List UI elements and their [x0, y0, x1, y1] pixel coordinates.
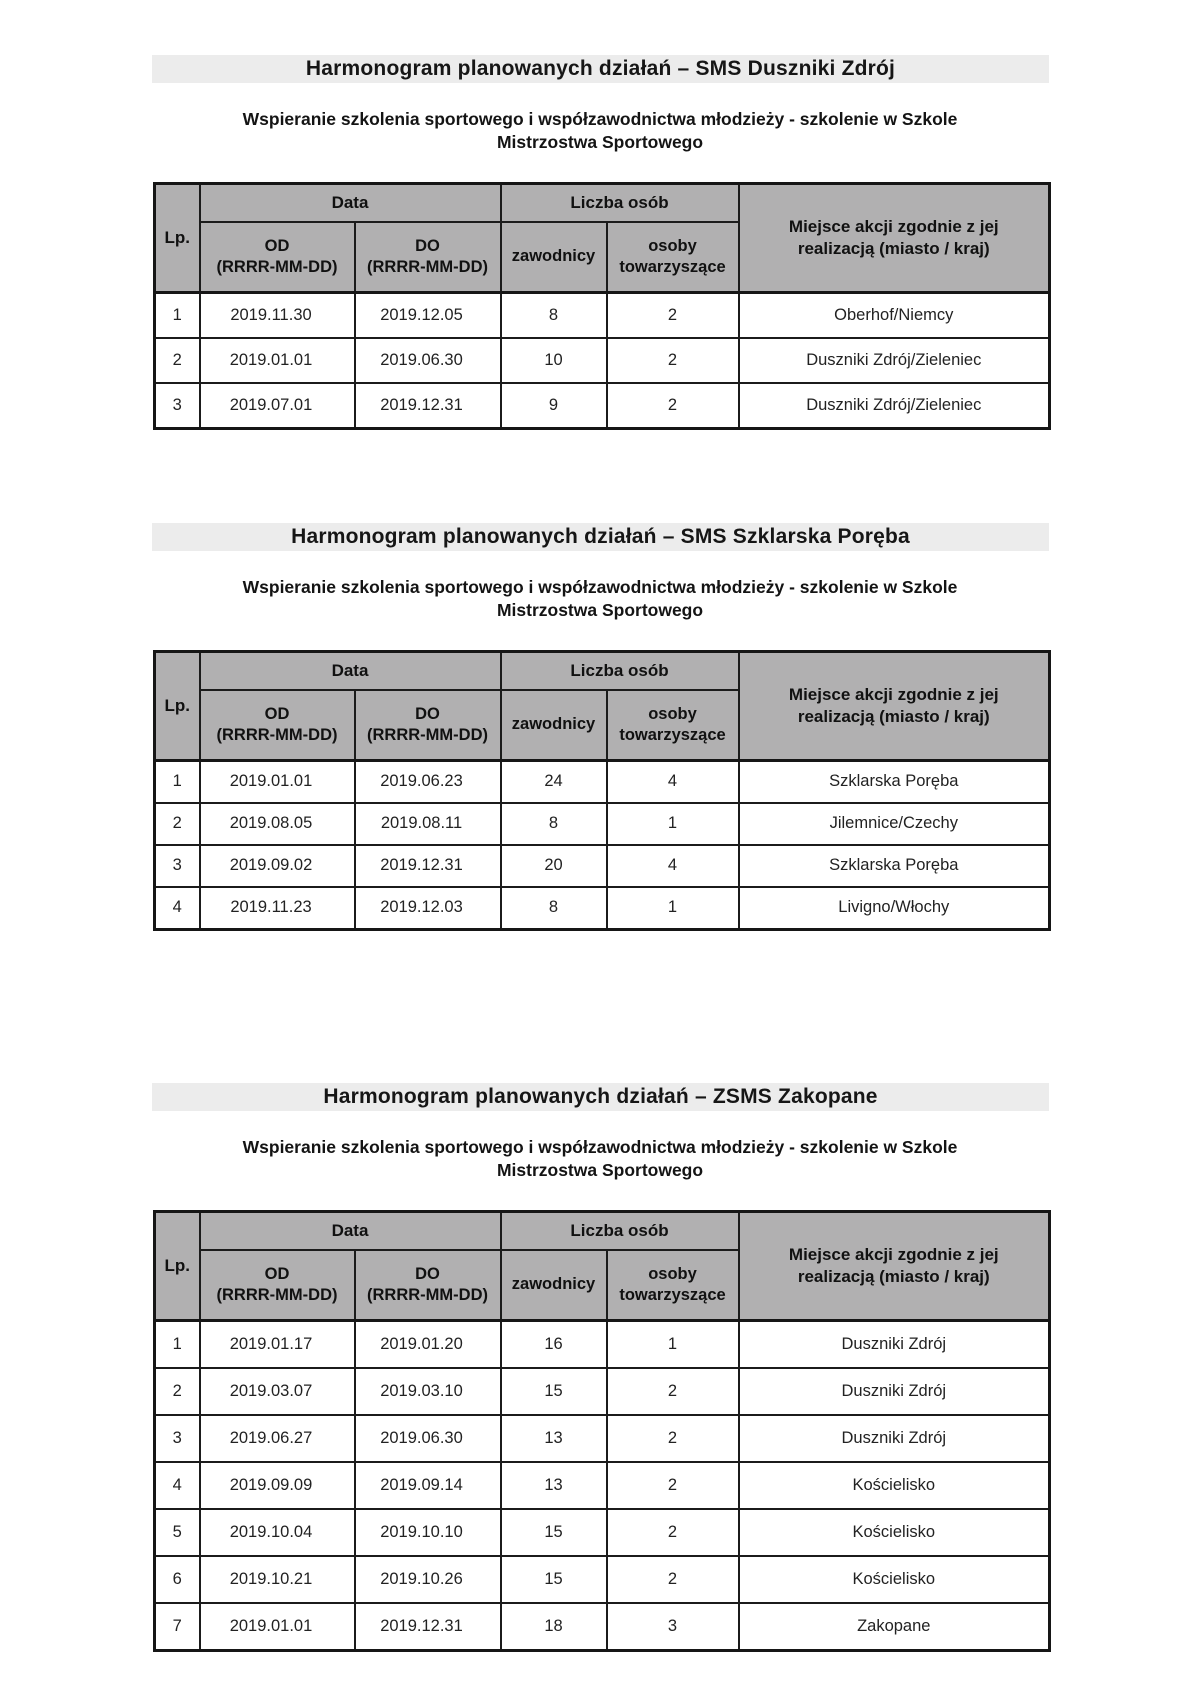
section-title: Harmonogram planowanych działań – ZSMS Zakopane	[152, 1083, 1049, 1111]
header-od	[200, 222, 355, 293]
header-osoby-line2: towarzyszące	[619, 725, 726, 744]
header-liczba-group: Liczba osób	[501, 1211, 739, 1250]
date-to-cell: 2019.06.30	[355, 338, 501, 383]
row-number-cell: 5	[155, 1509, 200, 1556]
header-osoby-line2: towarzyszące	[619, 1285, 726, 1304]
accompanying-cell: 2	[607, 292, 739, 338]
header-od-label: OD	[264, 236, 290, 255]
table-row	[155, 1415, 1050, 1462]
subtitle-line2: Mistrzostwa Sportowego	[496, 132, 704, 153]
section-title: Harmonogram planowanych działań – SMS Duszniki Zdrój	[152, 55, 1049, 83]
date-to-cell: 2019.12.05	[355, 292, 501, 338]
table-row	[155, 292, 1050, 338]
competitors-cell: 8	[501, 887, 607, 930]
schedule-table	[153, 182, 1051, 430]
table-header	[155, 651, 1050, 760]
header-do-format: (RRRR-MM-DD)	[367, 725, 488, 744]
schedule-table	[153, 1210, 1051, 1652]
table-row	[155, 1320, 1050, 1368]
date-from-cell: 2019.06.27	[200, 1415, 355, 1462]
header-liczba-group: Liczba osób	[501, 651, 739, 690]
header-do	[355, 1250, 501, 1321]
date-from-cell: 2019.01.01	[200, 1603, 355, 1651]
header-od-label: OD	[264, 1264, 290, 1283]
location-cell: Duszniki Zdrój/Zieleniec	[739, 338, 1050, 383]
date-to-cell: 2019.06.23	[355, 760, 501, 803]
date-from-cell: 2019.09.09	[200, 1462, 355, 1509]
row-number-cell: 4	[155, 1462, 200, 1509]
row-number-cell: 6	[155, 1556, 200, 1603]
competitors-cell: 18	[501, 1603, 607, 1651]
competitors-cell: 9	[501, 383, 607, 429]
table-row	[155, 760, 1050, 803]
header-group-row	[155, 651, 1050, 690]
header-miejsce: Miejsce akcji zgodnie z jej realizacją (miasto / kraj)	[739, 183, 1050, 292]
competitors-cell: 20	[501, 845, 607, 887]
header-zawodnicy: zawodnicy	[501, 1250, 607, 1321]
accompanying-cell: 2	[607, 338, 739, 383]
header-group-row	[155, 1211, 1050, 1250]
row-number-cell: 1	[155, 1320, 200, 1368]
header-liczba-group: Liczba osób	[501, 183, 739, 222]
location-cell: Jilemnice/Czechy	[739, 803, 1050, 845]
date-from-cell: 2019.09.02	[200, 845, 355, 887]
location-cell: Duszniki Zdrój	[739, 1368, 1050, 1415]
competitors-cell: 16	[501, 1320, 607, 1368]
competitors-cell: 8	[501, 292, 607, 338]
competitors-cell: 13	[501, 1415, 607, 1462]
header-miejsce: Miejsce akcji zgodnie z jej realizacją (miasto / kraj)	[739, 1211, 1050, 1320]
header-do-format: (RRRR-MM-DD)	[367, 1285, 488, 1304]
location-cell: Szklarska Poręba	[739, 760, 1050, 803]
row-number-cell: 3	[155, 845, 200, 887]
date-from-cell: 2019.10.04	[200, 1509, 355, 1556]
date-from-cell: 2019.01.01	[200, 760, 355, 803]
table-row	[155, 803, 1050, 845]
header-do-label: DO	[415, 704, 440, 723]
row-number-cell: 3	[155, 383, 200, 429]
accompanying-cell: 2	[607, 1462, 739, 1509]
date-from-cell: 2019.03.07	[200, 1368, 355, 1415]
subtitle-line1: Wspieranie szkolenia sportowego i współzawodnictwa młodzieży - szkolenie w Szkole	[242, 576, 958, 597]
competitors-cell: 24	[501, 760, 607, 803]
header-do	[355, 222, 501, 293]
competitors-cell: 15	[501, 1368, 607, 1415]
section-subtitle	[150, 1136, 1050, 1183]
row-number-cell: 2	[155, 338, 200, 383]
section-subtitle	[150, 108, 1050, 155]
table-body	[155, 760, 1050, 929]
accompanying-cell: 2	[607, 1556, 739, 1603]
header-osoby-line1: osoby	[648, 236, 697, 255]
header-group-row	[155, 183, 1050, 222]
table-header	[155, 183, 1050, 292]
header-do-label: DO	[415, 1264, 440, 1283]
accompanying-cell: 3	[607, 1603, 739, 1651]
accompanying-cell: 2	[607, 383, 739, 429]
header-osoby-line1: osoby	[648, 1264, 697, 1283]
row-number-cell: 1	[155, 760, 200, 803]
location-cell: Livigno/Włochy	[739, 887, 1050, 930]
header-od-format: (RRRR-MM-DD)	[216, 257, 338, 276]
date-to-cell: 2019.08.11	[355, 803, 501, 845]
header-osoby	[607, 1250, 739, 1321]
header-data-group: Data	[200, 1211, 501, 1250]
date-to-cell: 2019.12.03	[355, 887, 501, 930]
row-number-cell: 4	[155, 887, 200, 930]
row-number-cell: 7	[155, 1603, 200, 1651]
header-osoby-line2: towarzyszące	[619, 257, 726, 276]
section-zsms-zakopane	[0, 931, 1200, 1652]
location-cell: Zakopane	[739, 1603, 1050, 1651]
table-row	[155, 845, 1050, 887]
row-number-cell: 2	[155, 1368, 200, 1415]
date-from-cell: 2019.01.01	[200, 338, 355, 383]
section-sms-duszniki-zdroj	[0, 0, 1200, 430]
subtitle-line2: Mistrzostwa Sportowego	[496, 1160, 704, 1181]
location-cell: Kościelisko	[739, 1462, 1050, 1509]
header-do-label: DO	[415, 236, 440, 255]
table-body	[155, 292, 1050, 428]
section-sms-szklarska-poreba	[0, 430, 1200, 931]
header-do-format: (RRRR-MM-DD)	[367, 257, 488, 276]
table-row	[155, 383, 1050, 429]
date-to-cell: 2019.10.26	[355, 1556, 501, 1603]
subtitle-line1: Wspieranie szkolenia sportowego i współzawodnictwa młodzieży - szkolenie w Szkole	[242, 1136, 958, 1157]
header-osoby	[607, 222, 739, 293]
competitors-cell: 13	[501, 1462, 607, 1509]
header-od-label: OD	[264, 704, 290, 723]
date-to-cell: 2019.12.31	[355, 1603, 501, 1651]
header-data-group: Data	[200, 651, 501, 690]
table-row	[155, 1462, 1050, 1509]
accompanying-cell: 4	[607, 760, 739, 803]
location-cell: Duszniki Zdrój	[739, 1320, 1050, 1368]
header-zawodnicy: zawodnicy	[501, 690, 607, 761]
table-body	[155, 1320, 1050, 1650]
section-title: Harmonogram planowanych działań – SMS Szklarska Poręba	[152, 523, 1049, 551]
accompanying-cell: 1	[607, 887, 739, 930]
date-to-cell: 2019.10.10	[355, 1509, 501, 1556]
date-to-cell: 2019.01.20	[355, 1320, 501, 1368]
competitors-cell: 8	[501, 803, 607, 845]
row-number-cell: 2	[155, 803, 200, 845]
competitors-cell: 15	[501, 1509, 607, 1556]
date-from-cell: 2019.10.21	[200, 1556, 355, 1603]
date-from-cell: 2019.08.05	[200, 803, 355, 845]
date-to-cell: 2019.03.10	[355, 1368, 501, 1415]
accompanying-cell: 2	[607, 1368, 739, 1415]
date-to-cell: 2019.12.31	[355, 845, 501, 887]
table-row	[155, 887, 1050, 930]
accompanying-cell: 2	[607, 1415, 739, 1462]
table-row	[155, 1556, 1050, 1603]
header-lp: Lp.	[155, 1211, 200, 1320]
header-lp: Lp.	[155, 651, 200, 760]
schedule-table	[153, 650, 1051, 931]
header-miejsce: Miejsce akcji zgodnie z jej realizacją (miasto / kraj)	[739, 651, 1050, 760]
header-lp: Lp.	[155, 183, 200, 292]
section-subtitle	[150, 576, 1050, 623]
header-od	[200, 1250, 355, 1321]
location-cell: Szklarska Poręba	[739, 845, 1050, 887]
header-data-group: Data	[200, 183, 501, 222]
table-header	[155, 1211, 1050, 1320]
date-to-cell: 2019.09.14	[355, 1462, 501, 1509]
header-do	[355, 690, 501, 761]
location-cell: Duszniki Zdrój/Zieleniec	[739, 383, 1050, 429]
row-number-cell: 3	[155, 1415, 200, 1462]
table-row	[155, 1603, 1050, 1651]
row-number-cell: 1	[155, 292, 200, 338]
table-row	[155, 1368, 1050, 1415]
header-osoby-line1: osoby	[648, 704, 697, 723]
date-to-cell: 2019.12.31	[355, 383, 501, 429]
location-cell: Duszniki Zdrój	[739, 1415, 1050, 1462]
location-cell: Kościelisko	[739, 1556, 1050, 1603]
accompanying-cell: 1	[607, 1320, 739, 1368]
header-osoby	[607, 690, 739, 761]
table-row	[155, 338, 1050, 383]
header-od-format: (RRRR-MM-DD)	[216, 1285, 338, 1304]
subtitle-line2: Mistrzostwa Sportowego	[496, 600, 704, 621]
accompanying-cell: 2	[607, 1509, 739, 1556]
competitors-cell: 10	[501, 338, 607, 383]
subtitle-line1: Wspieranie szkolenia sportowego i współzawodnictwa młodzieży - szkolenie w Szkole	[242, 109, 958, 129]
header-zawodnicy: zawodnicy	[501, 222, 607, 293]
date-from-cell: 2019.11.30	[200, 292, 355, 338]
date-from-cell: 2019.07.01	[200, 383, 355, 429]
location-cell: Kościelisko	[739, 1509, 1050, 1556]
date-to-cell: 2019.06.30	[355, 1415, 501, 1462]
header-od	[200, 690, 355, 761]
accompanying-cell: 1	[607, 803, 739, 845]
table-row	[155, 1509, 1050, 1556]
date-from-cell: 2019.11.23	[200, 887, 355, 930]
location-cell: Oberhof/Niemcy	[739, 292, 1050, 338]
competitors-cell: 15	[501, 1556, 607, 1603]
header-od-format: (RRRR-MM-DD)	[216, 725, 338, 744]
accompanying-cell: 4	[607, 845, 739, 887]
date-from-cell: 2019.01.17	[200, 1320, 355, 1368]
